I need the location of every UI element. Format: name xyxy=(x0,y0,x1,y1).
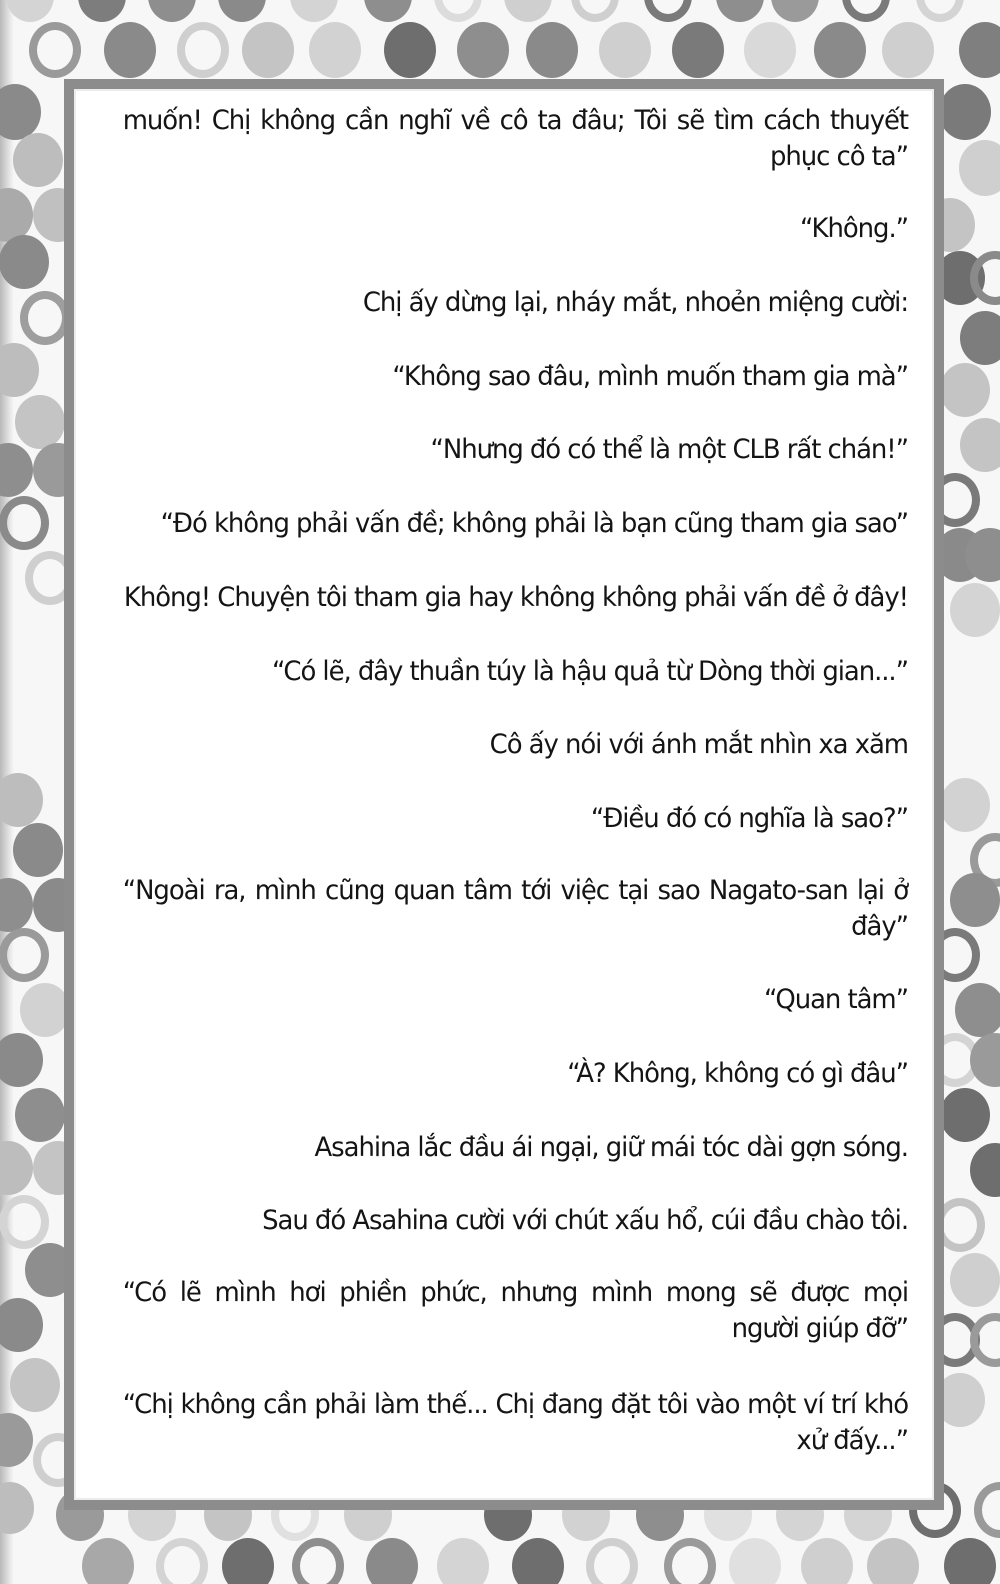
ring-dot-decoration xyxy=(292,1538,344,1584)
filled-dot-decoration xyxy=(218,0,266,22)
filled-dot-decoration xyxy=(960,311,1000,365)
ring-dot-decoration xyxy=(664,1538,716,1584)
filled-dot-decoration xyxy=(950,873,1000,927)
filled-dot-decoration xyxy=(771,0,819,22)
filled-dot-decoration xyxy=(78,0,126,22)
filled-dot-decoration xyxy=(13,823,63,877)
filled-dot-decoration xyxy=(0,443,33,497)
filled-dot-decoration xyxy=(867,1538,919,1584)
paragraph: “Ngoài ra, mình cũng quan tâm tới việc tại sao Nagato-san lại ở đây” xyxy=(122,875,908,942)
ring-dot-decoration xyxy=(916,0,964,22)
filled-dot-decoration xyxy=(0,84,41,140)
filled-dot-decoration xyxy=(504,0,552,22)
filled-dot-decoration xyxy=(526,22,578,78)
filled-dot-decoration xyxy=(15,1088,65,1142)
paragraph: “Không sao đâu, mình muốn tham gia mà” xyxy=(392,361,908,392)
ring-dot-decoration xyxy=(644,0,692,22)
filled-dot-decoration xyxy=(959,22,1000,78)
ring-dot-decoration xyxy=(29,22,81,78)
filled-dot-decoration xyxy=(939,84,991,140)
filled-dot-decoration xyxy=(366,1538,418,1584)
paragraph: Asahina lắc đầu ái ngại, giữ mái tóc dài gợn sóng. xyxy=(314,1132,909,1163)
text-frame xyxy=(64,79,944,1510)
paragraph: “Đó không phải vấn đề; không phải là bạn cũng tham gia sao” xyxy=(160,508,908,539)
filled-dot-decoration xyxy=(15,395,65,449)
filled-dot-decoration xyxy=(955,983,1000,1037)
filled-dot-decoration xyxy=(801,1538,853,1584)
paragraph: Sau đó Asahina cười với chút xấu hổ, cúi đầu chào tôi. xyxy=(262,1205,908,1236)
filled-dot-decoration xyxy=(0,1413,33,1467)
paragraph: “À? Không, không có gì đâu” xyxy=(567,1058,908,1089)
filled-dot-decoration xyxy=(0,343,39,397)
filled-dot-decoration xyxy=(364,0,412,22)
ring-dot-decoration xyxy=(571,0,619,22)
filled-dot-decoration xyxy=(814,22,866,78)
ring-dot-decoration xyxy=(156,1538,208,1584)
filled-dot-decoration xyxy=(20,983,70,1037)
ring-dot-decoration xyxy=(434,0,482,22)
ring-dot-decoration xyxy=(842,0,890,22)
paragraph: muốn! Chị không cần nghĩ về cô ta đâu; Tôi sẽ tìm cách thuyết phục cô ta” xyxy=(122,105,908,172)
filled-dot-decoration xyxy=(599,22,651,78)
filled-dot-decoration xyxy=(729,1538,781,1584)
filled-dot-decoration xyxy=(970,1033,1000,1087)
ring-dot-decoration xyxy=(0,1195,49,1249)
filled-dot-decoration xyxy=(10,1358,60,1412)
paragraph: “Điều đó có nghĩa là sao?” xyxy=(590,803,908,834)
filled-dot-decoration xyxy=(959,140,1000,196)
filled-dot-decoration xyxy=(882,22,934,78)
filled-dot-decoration xyxy=(0,235,49,289)
ring-dot-decoration xyxy=(0,496,49,550)
filled-dot-decoration xyxy=(0,1033,43,1087)
filled-dot-decoration xyxy=(0,188,33,242)
filled-dot-decoration xyxy=(290,0,338,22)
filled-dot-decoration xyxy=(384,22,436,78)
filled-dot-decoration xyxy=(716,0,764,22)
ring-dot-decoration xyxy=(970,1313,1000,1367)
ring-dot-decoration xyxy=(20,291,70,345)
filled-dot-decoration xyxy=(309,22,361,78)
paragraph: “Quan tâm” xyxy=(763,984,908,1015)
filled-dot-decoration xyxy=(222,1538,274,1584)
filled-dot-decoration xyxy=(512,1538,564,1584)
paragraph: “Nhưng đó có thể là một CLB rất chán!” xyxy=(430,434,908,465)
paragraph: Chị ấy dừng lại, nháy mắt, nhoẻn miệng cười: xyxy=(362,287,908,318)
paragraph: “Có lẽ, đây thuần túy là hậu quả từ Dòng thời gian...” xyxy=(271,656,908,687)
filled-dot-decoration xyxy=(148,0,196,22)
paragraph: “Có lẽ mình hơi phiền phức, nhưng mình mong sẽ được mọi người giúp đỡ” xyxy=(122,1277,908,1344)
filled-dot-decoration xyxy=(13,133,63,187)
paragraph: “Chị không cần phải làm thế... Chị đang đặt tôi vào một ví trí khó xử đấy...” xyxy=(122,1389,908,1456)
filled-dot-decoration xyxy=(437,1538,489,1584)
filled-dot-decoration xyxy=(960,418,1000,472)
filled-dot-decoration xyxy=(672,22,724,78)
filled-dot-decoration xyxy=(104,22,156,78)
filled-dot-decoration xyxy=(0,1141,33,1195)
filled-dot-decoration xyxy=(0,878,33,932)
filled-dot-decoration xyxy=(944,1538,996,1584)
ring-dot-decoration xyxy=(177,22,229,78)
filled-dot-decoration xyxy=(950,583,1000,637)
paragraph: Không! Chuyện tôi tham gia hay không không phải vấn đề ở đây! xyxy=(123,582,909,613)
filled-dot-decoration xyxy=(940,1088,990,1142)
ring-dot-decoration xyxy=(586,1538,638,1584)
filled-dot-decoration xyxy=(950,1253,1000,1307)
filled-dot-decoration xyxy=(0,773,43,827)
filled-dot-decoration xyxy=(0,1482,34,1534)
paragraph: Cô ấy nói với ánh mắt nhìn xa xăm xyxy=(489,729,908,760)
filled-dot-decoration xyxy=(0,1298,43,1352)
filled-dot-decoration xyxy=(457,22,509,78)
filled-dot-decoration xyxy=(940,778,990,832)
ring-dot-decoration xyxy=(974,1482,1000,1538)
filled-dot-decoration xyxy=(744,22,796,78)
filled-dot-decoration xyxy=(82,1538,134,1584)
filled-dot-decoration xyxy=(242,22,294,78)
paragraph: “Không.” xyxy=(799,213,908,244)
filled-dot-decoration xyxy=(940,363,990,417)
filled-dot-decoration xyxy=(970,1143,1000,1197)
ring-dot-decoration xyxy=(0,928,49,982)
